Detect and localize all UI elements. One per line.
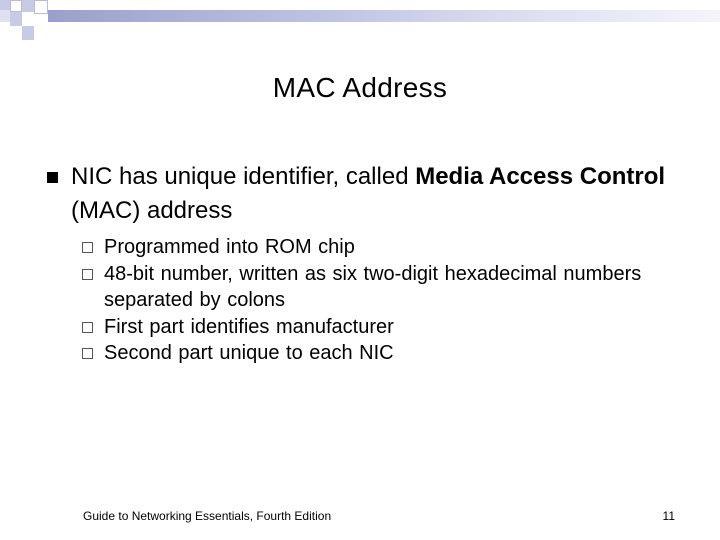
checkbox-bullet-icon xyxy=(82,269,93,280)
checkbox-bullet-icon xyxy=(82,322,93,333)
corner-decoration-square xyxy=(0,10,10,22)
slide-footer: Guide to Networking Essentials, Fourth Edition xyxy=(83,509,332,523)
slide-content xyxy=(40,160,680,367)
corner-decoration-square xyxy=(34,0,48,14)
corner-decoration-square xyxy=(22,12,34,26)
sub-bullet-text: 48-bit number, written as six two-digit hexadecimal numbers separated by colons xyxy=(104,262,642,311)
main-point-text-end: (MAC) address xyxy=(71,197,233,224)
main-point-bold-text: Media Access Control xyxy=(415,163,666,190)
sub-bullet-text: Programmed into ROM chip xyxy=(104,236,355,258)
corner-decoration-square xyxy=(0,0,10,10)
square-bullet-icon xyxy=(47,172,58,183)
checkbox-bullet-icon xyxy=(82,348,93,359)
corner-decoration-square xyxy=(22,0,34,12)
corner-decoration-square xyxy=(0,22,10,36)
sub-bullet-item xyxy=(78,261,680,314)
sub-bullet-list xyxy=(40,234,680,367)
page-number: 11 xyxy=(662,509,675,523)
main-point-text: NIC has unique identifier, called xyxy=(71,163,416,190)
sub-bullet-text: First part identifies manufacturer xyxy=(104,315,394,338)
sub-bullet-item xyxy=(78,234,680,261)
slide-title: MAC Address xyxy=(272,72,448,103)
top-gradient-bar xyxy=(48,10,720,22)
corner-decoration-square xyxy=(10,0,22,12)
corner-decoration-square xyxy=(22,26,34,40)
sub-bullet-text: Second part unique to each NIC xyxy=(104,342,394,364)
checkbox-bullet-icon xyxy=(82,242,93,253)
main-bullet-point xyxy=(40,160,680,228)
sub-bullet-item xyxy=(78,340,680,367)
sub-bullet-item xyxy=(78,314,680,341)
corner-decoration-square xyxy=(10,12,22,26)
